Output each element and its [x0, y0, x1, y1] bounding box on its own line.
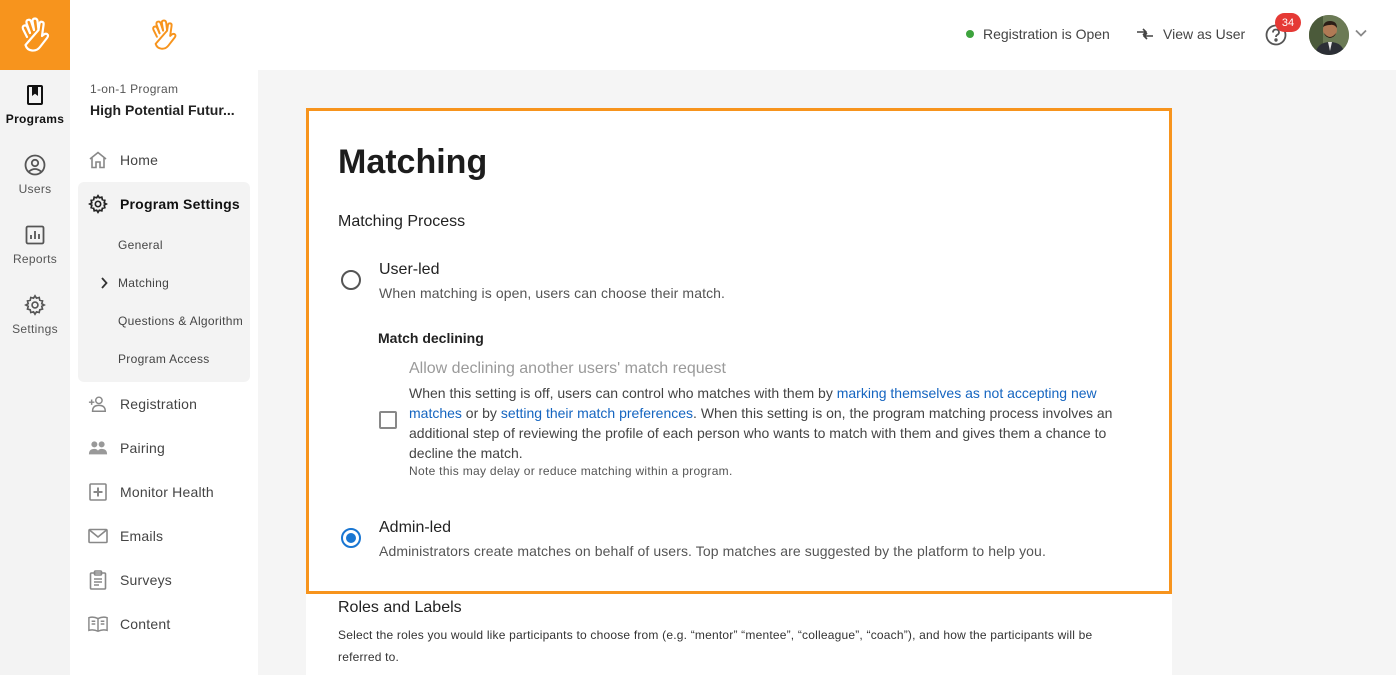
rail-item-label: Reports — [12, 252, 58, 266]
nav-label: Content — [120, 616, 171, 632]
home-icon — [88, 150, 108, 170]
admin-led-radio[interactable] — [341, 528, 361, 548]
subitem-label: Questions & Algorithm — [118, 314, 244, 328]
nav-subitem-matching[interactable] — [78, 264, 250, 302]
chevron-right-icon — [100, 277, 108, 289]
gear-icon — [88, 194, 108, 214]
open-book-icon — [88, 614, 108, 634]
user-led-label: User-led — [379, 261, 440, 278]
app-rail — [0, 0, 70, 675]
swap-arrows-icon — [1136, 27, 1154, 41]
rail-item-label: Users — [18, 182, 52, 196]
desc-text: When this setting is off, users can control who matches with them by — [409, 385, 837, 401]
book-icon — [24, 84, 46, 106]
desc-text: . When this setting is on, the program matching process involves an additional step of reviewing the profile of each person who wants to match with them and gives them a chance to decline the match. — [409, 405, 1113, 461]
admin-led-label: Admin-led — [379, 519, 452, 536]
clipboard-icon — [88, 570, 108, 590]
view-as-user-label: View as User — [1163, 26, 1246, 42]
match-declining-heading: Match declining — [378, 330, 484, 346]
waving-hand-icon — [149, 18, 179, 52]
nav-label: Registration — [120, 396, 198, 412]
allow-declining-label: Allow declining another users' match request — [409, 360, 726, 377]
program-sidebar — [70, 0, 258, 675]
waving-hand-icon — [18, 17, 52, 53]
nav-subitem-program-access[interactable] — [78, 340, 250, 378]
subitem-label: Matching — [118, 276, 170, 290]
rail-item-users[interactable] — [0, 140, 70, 210]
nav-label: Surveys — [120, 572, 172, 588]
nav-item-pairing[interactable] — [78, 426, 250, 470]
program-type: 1-on-1 Program — [90, 82, 179, 96]
registration-status-text: Registration is Open — [983, 26, 1110, 42]
rail-item-label: Settings — [12, 322, 58, 336]
top-bar — [258, 0, 1396, 70]
pairing-icon — [88, 438, 108, 458]
gear-icon — [24, 294, 46, 316]
nav-label: Program Settings — [120, 196, 240, 212]
nav-item-emails[interactable] — [78, 514, 250, 558]
nav-group-program-settings — [78, 182, 250, 382]
view-as-user-button[interactable] — [1136, 26, 1245, 42]
nav-label: Emails — [120, 528, 164, 544]
desc-text: or by — [461, 405, 501, 421]
registration-status — [966, 26, 1110, 42]
rail-item-settings[interactable] — [0, 280, 70, 350]
page-title: Matching — [338, 143, 488, 181]
nav-item-surveys[interactable] — [78, 558, 250, 602]
nav-label: Monitor Health — [120, 484, 214, 500]
rail-item-label: Programs — [5, 112, 65, 126]
nav-subitem-general[interactable] — [78, 226, 250, 264]
nav-item-monitor-health[interactable] — [78, 470, 250, 514]
app-logo[interactable] — [0, 0, 70, 70]
avatar[interactable] — [1309, 15, 1349, 55]
nav-label: Home — [120, 152, 159, 168]
user-photo — [1309, 15, 1349, 55]
sidebar-logo — [70, 0, 258, 70]
nav-item-content[interactable] — [78, 602, 250, 646]
nav-label: Pairing — [120, 440, 165, 456]
program-name: High Potential Futur... — [90, 102, 235, 118]
rail-item-programs[interactable] — [0, 70, 70, 140]
allow-declining-checkbox[interactable] — [379, 411, 397, 429]
rail-item-reports[interactable] — [0, 210, 70, 280]
nav-subitem-questions[interactable] — [78, 302, 250, 340]
nav-item-registration[interactable] — [78, 382, 250, 426]
user-led-radio[interactable] — [341, 270, 361, 290]
user-led-description: When matching is open, users can choose their match. — [379, 285, 726, 301]
matching-process-heading: Matching Process — [338, 213, 466, 230]
notification-badge: 34 — [1275, 13, 1301, 32]
subitem-label: Program Access — [118, 352, 210, 366]
user-circle-icon — [24, 154, 46, 176]
roles-heading: Roles and Labels — [338, 599, 462, 616]
mail-icon — [88, 526, 108, 546]
nav-item-home[interactable] — [78, 138, 250, 182]
allow-declining-note: Note this may delay or reduce matching within a program. — [409, 464, 733, 478]
subitem-label: General — [118, 238, 163, 252]
medical-plus-icon — [88, 482, 108, 502]
nav-item-program-settings[interactable] — [78, 182, 250, 226]
not-accepting-matches-link[interactable]: marking themselves as not accepting new matches — [409, 385, 1097, 421]
admin-led-description: Administrators create matches on behalf of users. Top matches are suggested by the platform to help you. — [379, 543, 1046, 559]
roles-description: Select the roles you would like participants to choose from (e.g. “mentor” “mentee”, “colleague”, “coach”), and how the participants will be referred to. — [338, 628, 1093, 664]
bar-chart-icon — [24, 224, 46, 246]
status-dot — [966, 30, 974, 38]
program-nav — [78, 138, 250, 646]
chevron-down-icon[interactable] — [1354, 28, 1368, 38]
add-user-icon — [88, 394, 108, 414]
allow-declining-description — [409, 383, 1129, 463]
match-preferences-link[interactable]: setting their match preferences — [500, 405, 694, 421]
